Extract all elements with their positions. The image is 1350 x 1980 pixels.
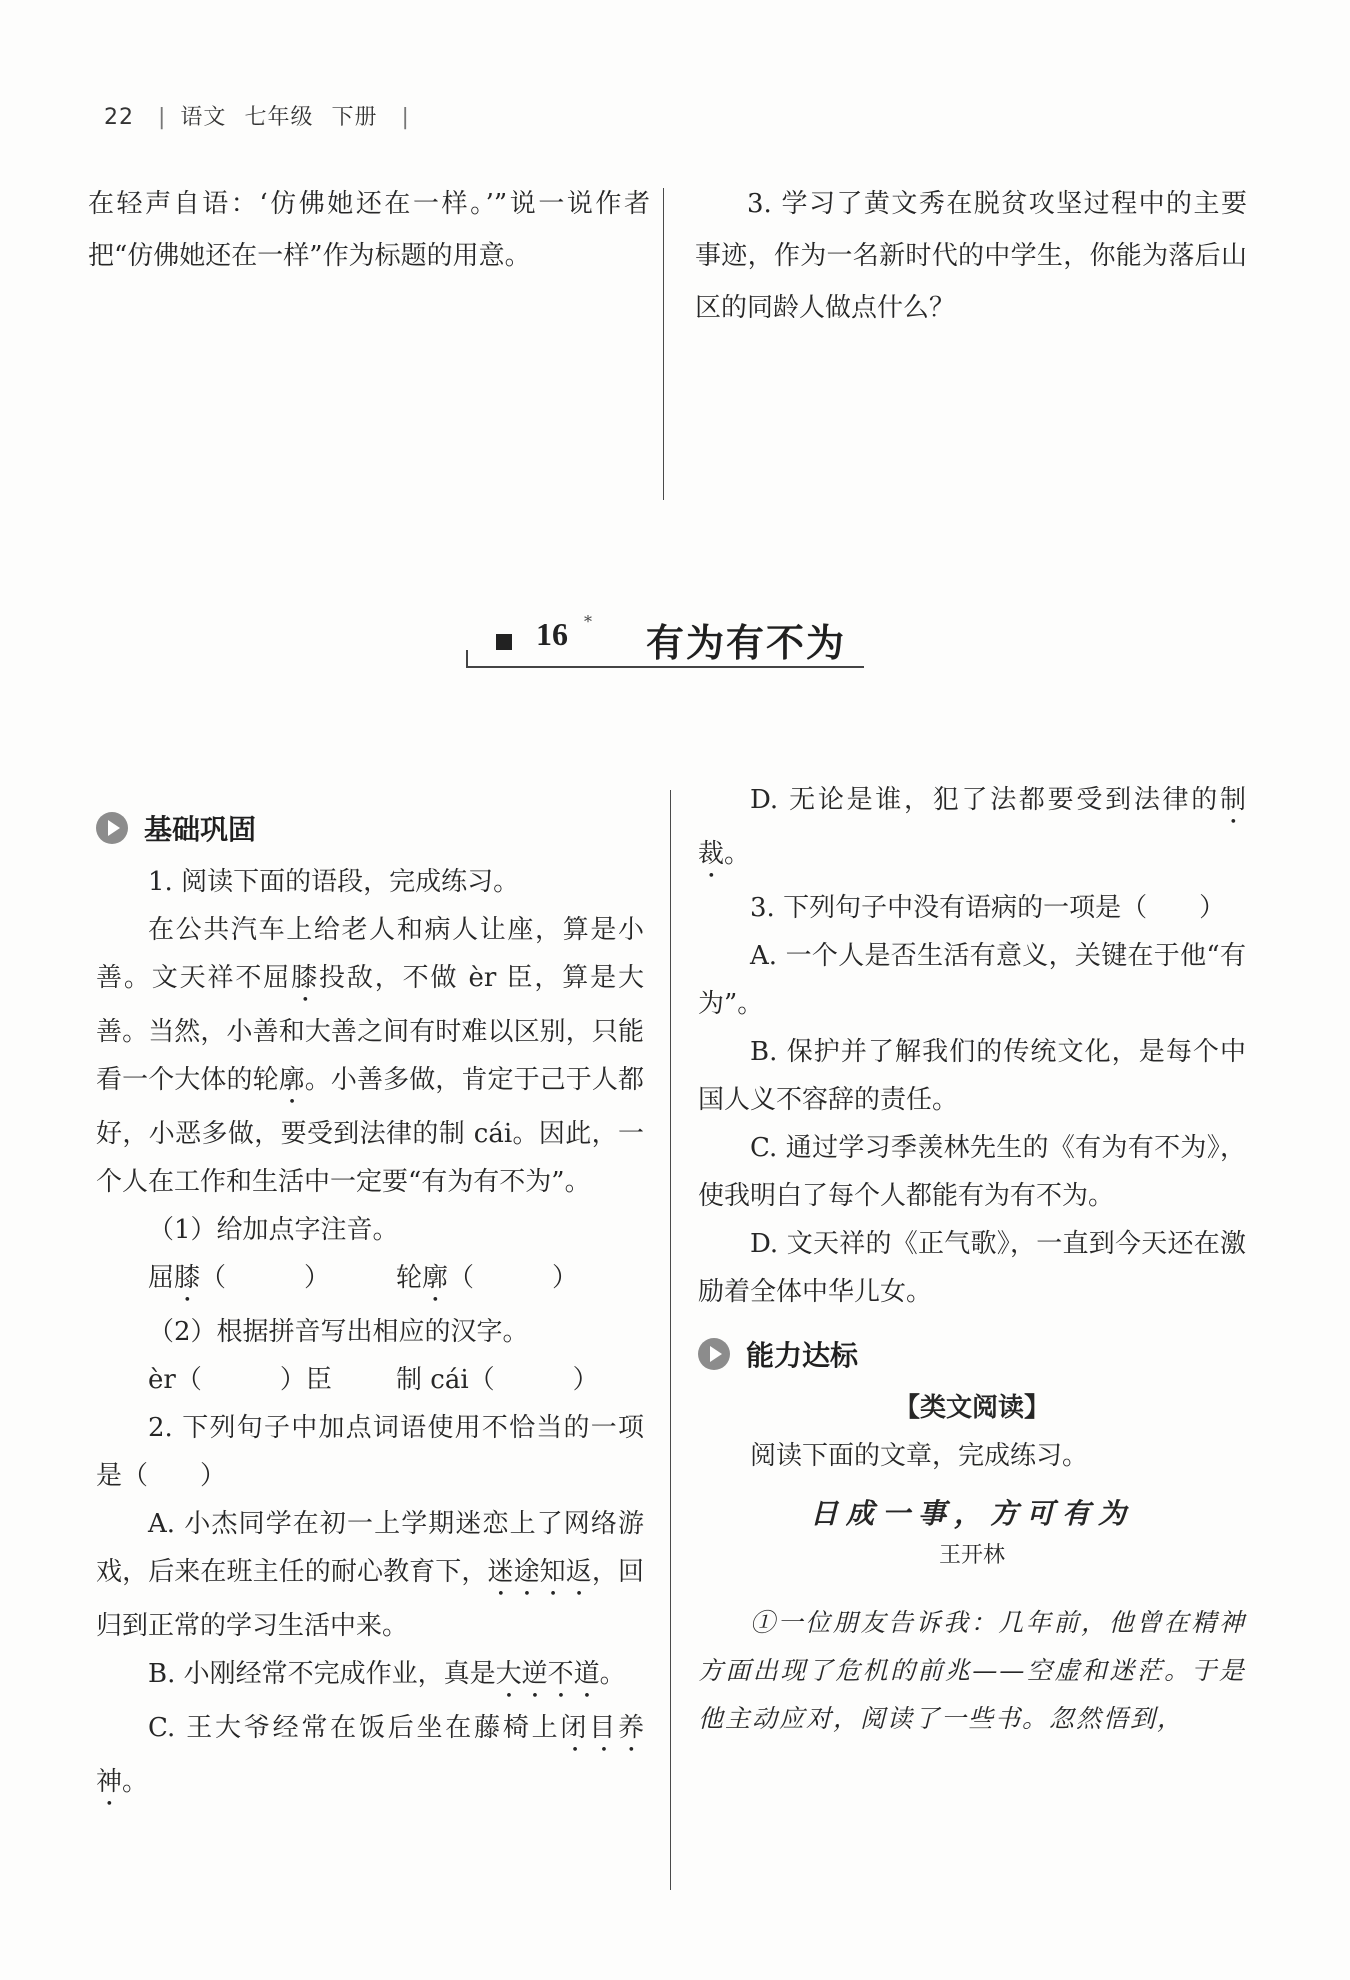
option-d-text: D. 无论是谁，犯了法都要受到法律的 [750,785,1220,815]
subject-label: 语文 [180,105,227,130]
passage-part-2: 投敌，不做 èr 臣，算是大善。当然，小善和大善之间有时难以区别，只能看一个大体的轮 [96,963,644,1095]
question-3-option-a[interactable]: A. 一个人是否生活有意义，关键在于他“有为”。 [698,941,1246,1019]
page-header [104,100,416,131]
column-divider-top [663,188,664,500]
option-a-text: A. 小杰同学在初一上学期迷恋上了网络游戏，后来在班主任的耐心教育下， [96,1509,644,1587]
option-d-dotted: 制裁 [698,785,1246,869]
answer-blank-xi[interactable] [148,1254,396,1308]
lesson-title-block [466,612,862,668]
play-icon [96,812,128,844]
answer-parens: （ ） [200,1263,331,1293]
question-2-option-c-start[interactable] [96,1704,644,1812]
lesson-title: 有为有不为 [646,620,847,665]
option-b-text-end: 。 [599,1659,626,1689]
word-qu: 屈 [148,1263,175,1293]
article-title: 日成一事，方可有为 [809,1497,1134,1530]
option-a-text-end: ，回归到正常的学习生活中来。 [96,1557,644,1641]
prev-question-3: 3. 学习了黄文秀在脱贫攻坚过程中的主要事迹，作为一名新时代的中学生，你能为落后山区的同龄人做点什么？ [695,189,1247,323]
question-3-option-c[interactable]: C. 通过学习季羡林先生的《有为有不为》，使我明白了每个人都能有为有不为。 [698,1133,1246,1211]
dotted-char-xi: 膝 [291,963,319,993]
dotted-char-kuo-answer: 廓 [422,1263,449,1293]
question-2-option-a[interactable] [96,1500,644,1650]
question-3-stem: 3. 下列句子中没有语病的一项是（ ） [750,893,1226,923]
word-lun: 轮 [396,1263,423,1293]
grade-label: 七年级 [244,105,314,130]
hanzi-answer-row [96,1356,644,1404]
sub-question-2: （2）根据拼音写出相应的汉字。 [148,1317,529,1347]
reading-instruction: 阅读下面的文章，完成练习。 [750,1441,1089,1471]
volume-label: 下册 [331,105,378,130]
article-author: 王开林 [938,1543,1005,1568]
dotted-char-xi-answer: 膝 [174,1263,201,1293]
prev-question-continuation: 在轻声自语：‘仿佛她还在一样。’”说一说作者把“仿佛她还在一样”作为标题的用意。 [88,189,650,271]
section-heading-ability [698,1324,1246,1384]
lesson-star-mark: * [584,612,592,631]
answer-blank-kuo[interactable] [396,1254,644,1308]
lesson-number: 16 [536,616,568,652]
question-2-option-d[interactable] [698,776,1246,884]
option-c-text: C. 王大爷经常在饭后坐在藤椅上 [148,1713,561,1743]
question-3-option-d[interactable]: D. 文天祥的《正气歌》，一直到今天还在激励着全体中华儿女。 [698,1229,1246,1307]
section-heading-basic-label: 基础巩固 [144,813,257,846]
answer-parens: （ ） [448,1263,579,1293]
header-divider: | [158,105,167,130]
option-a-dotted: 迷途知返 [487,1557,592,1587]
option-b-dotted: 大逆不道 [495,1659,600,1689]
passage-part-1: 在公共汽车上给老人和病人让座，算是小善。文天祥不屈 [96,915,644,993]
reading-passage [96,906,644,1206]
answer-blank-er[interactable]: èr（ ）臣 [148,1365,332,1395]
page-number: 22 [104,105,134,130]
option-c-text-end: 。 [122,1767,149,1797]
column-divider [670,790,671,1890]
sub-question-1: （1）给加点字注音。 [148,1215,399,1245]
option-b-text: B. 小刚经常不完成作业，真是 [148,1659,496,1689]
right-column [698,776,1246,1768]
answer-blank-cai[interactable]: 制 cái（ ） [396,1365,599,1395]
play-icon [698,1338,730,1370]
reading-sub-heading: 【类文阅读】 [893,1393,1050,1423]
section-heading-basic [96,798,644,858]
question-2-option-b[interactable] [96,1650,644,1704]
option-d-text-end: 。 [724,839,751,869]
header-divider-end: | [401,105,410,130]
article-paragraph-1: ①一位朋友告诉我：几年前，他曾在精神方面出现了危机的前兆——空虚和迷茫。于是他主动应对，阅读了一些书。忽然悟到， [698,1608,1246,1733]
question-1-stem: 1. 阅读下面的语段，完成练习。 [148,867,520,897]
passage-part-3: 。小善多做，肯定于己于人都好，小恶多做，要受到法律的制 cái。因此，一个人在工作和生活中一定要“有为有不为”。 [96,1065,644,1197]
left-column [96,798,644,1812]
question-2-stem: 2. 下列句子中加点词语使用不恰当的一项是（ ） [96,1413,644,1491]
pinyin-answer-row [96,1254,644,1308]
section-heading-ability-label: 能力达标 [746,1339,859,1372]
dotted-char-kuo: 廓 [278,1065,305,1095]
title-square-icon [496,634,512,650]
question-3-option-b[interactable]: B. 保护并了解我们的传统文化，是每个中国人义不容辞的责任。 [698,1037,1246,1115]
option-c-dotted: 闭目养神 [96,1713,644,1797]
